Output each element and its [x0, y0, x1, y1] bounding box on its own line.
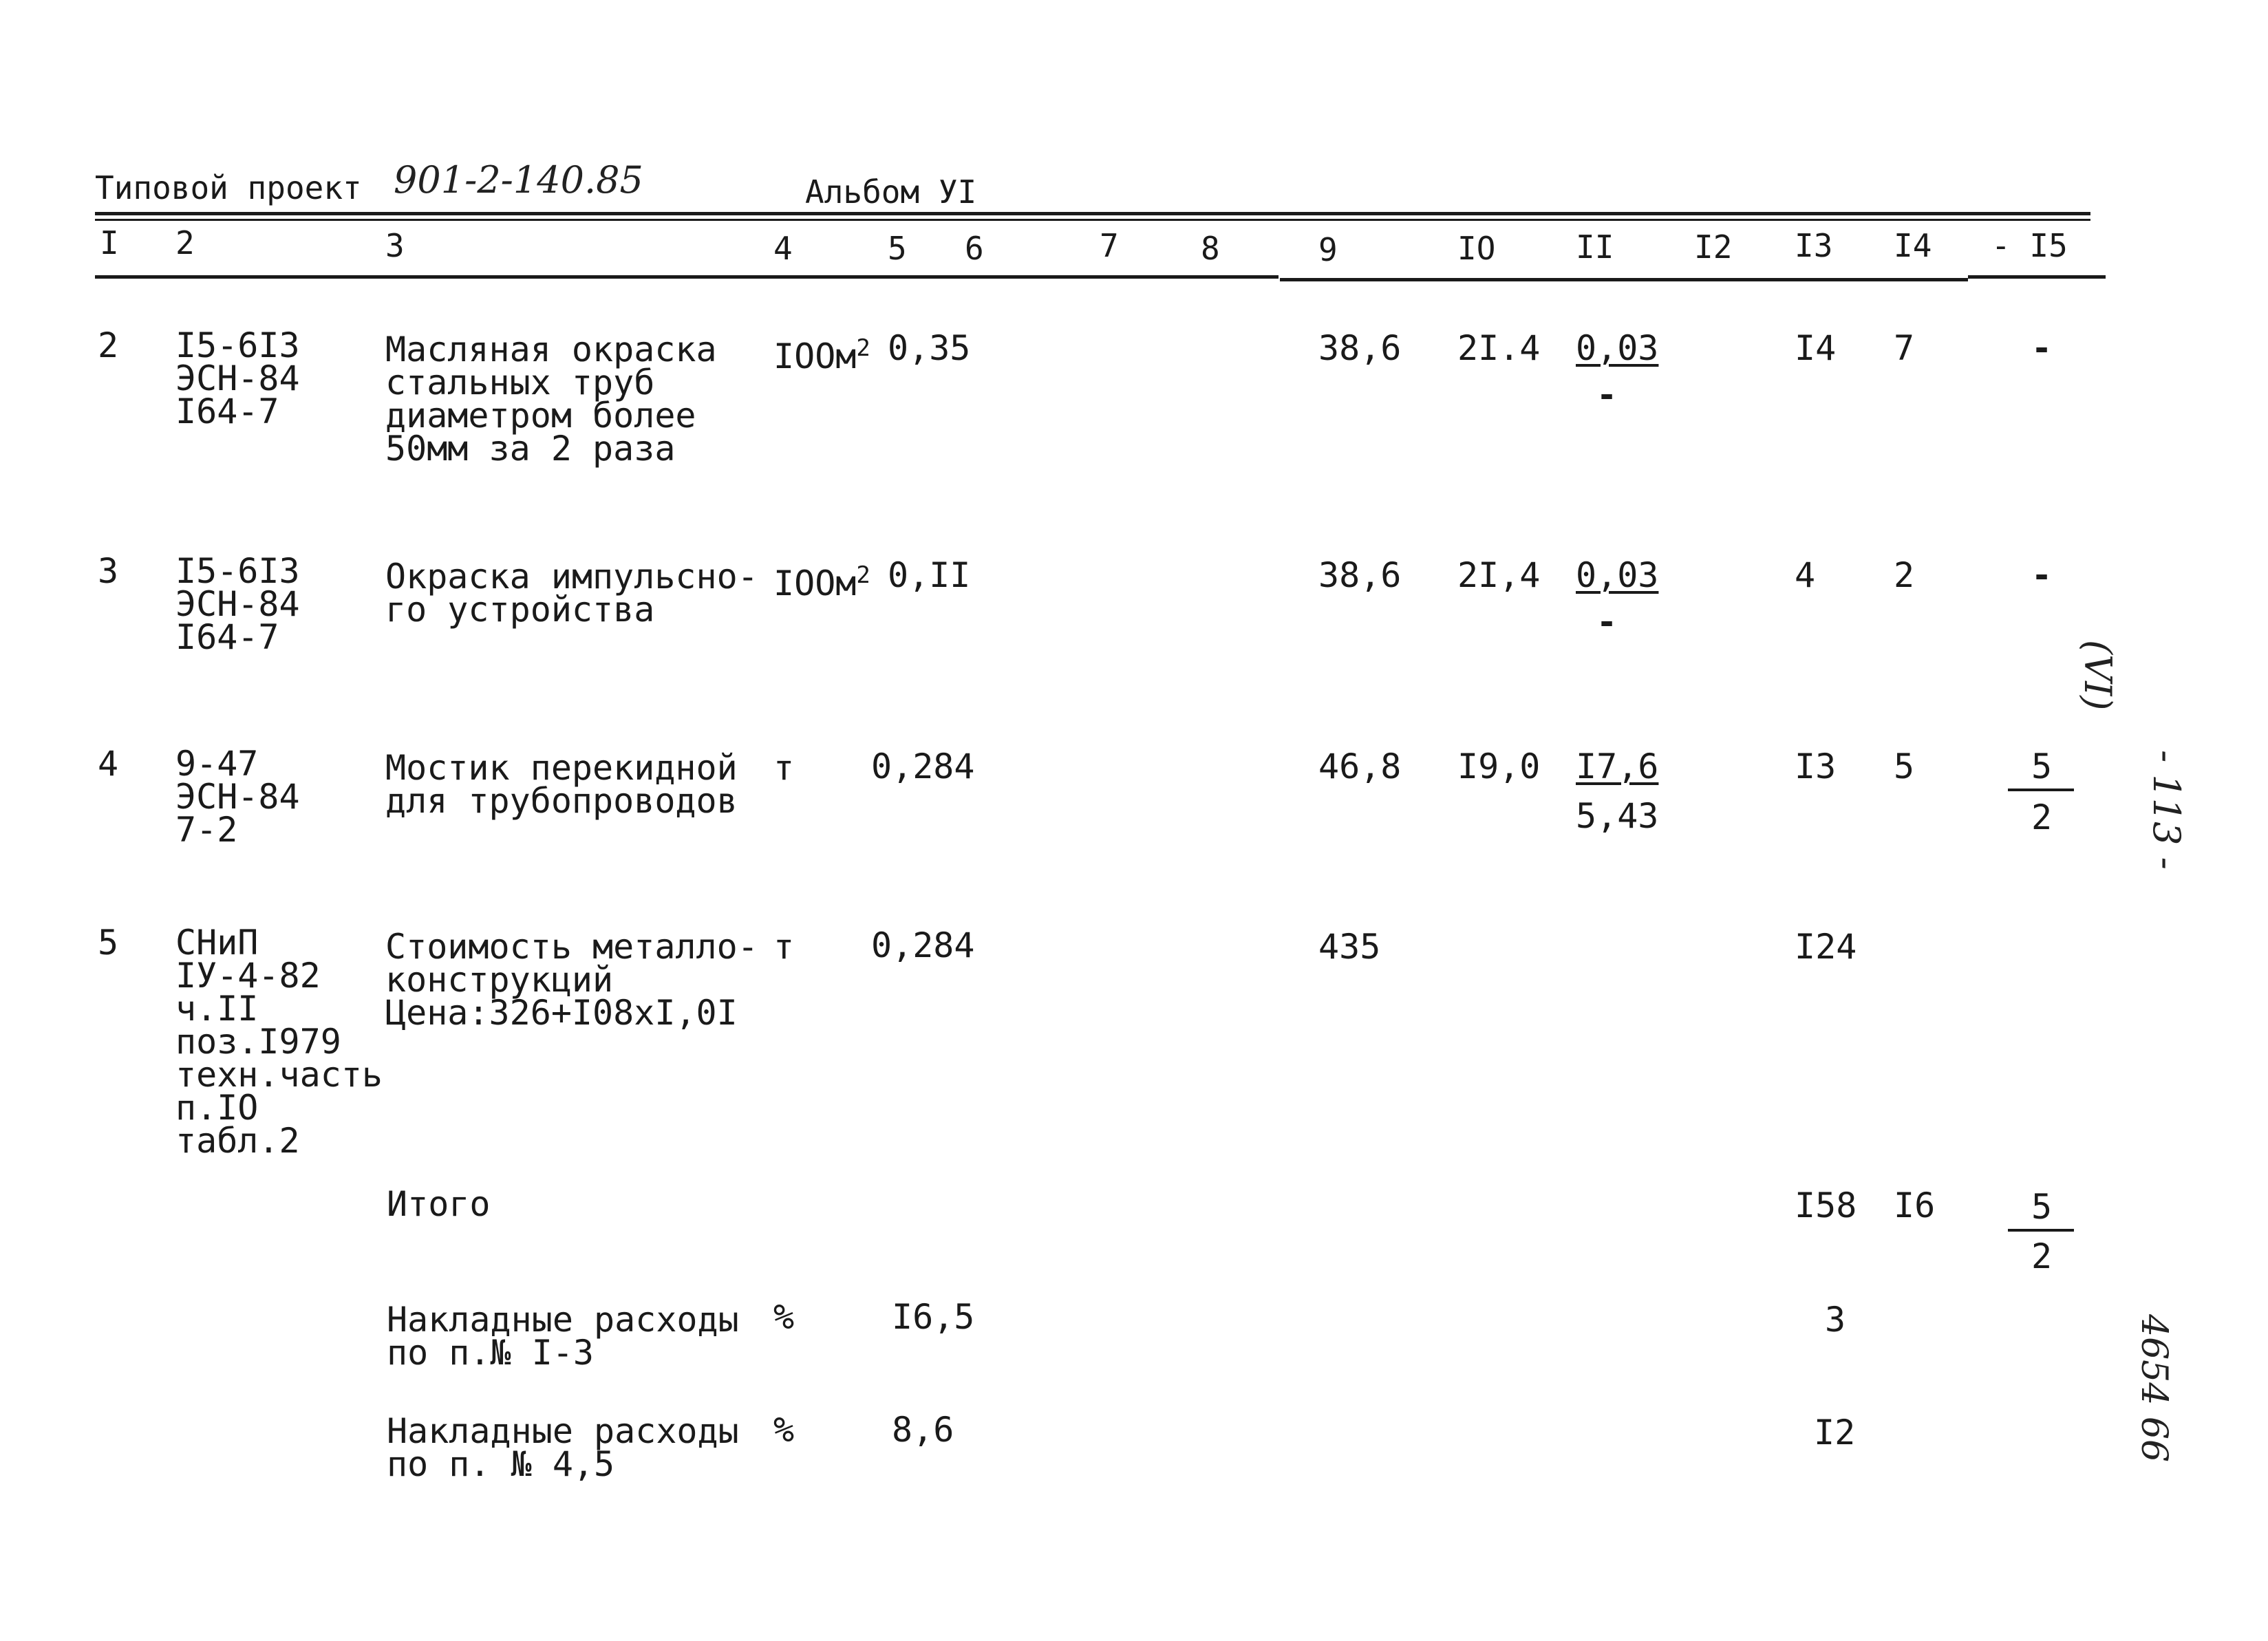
- quantity: 0,II: [888, 555, 971, 595]
- row-number: 3: [98, 551, 119, 591]
- header-rule-bottom-b: [1280, 278, 1968, 281]
- col13-value: 4: [1795, 555, 1816, 595]
- col14-value: 5: [1894, 747, 1915, 786]
- col11-top: I7,6: [1576, 747, 1659, 786]
- unit: IOOм$^2$: [773, 334, 870, 376]
- overhead-unit: %: [773, 1297, 795, 1337]
- col14-value: 2: [1894, 555, 1915, 595]
- overhead-description: Накладные расходы по п. № 4,5: [387, 1411, 739, 1484]
- overhead-value: 8,6: [892, 1410, 954, 1450]
- col10-value: 2I,4: [1457, 555, 1541, 595]
- overhead-value: I6,5: [892, 1297, 975, 1337]
- col-header-3: 3: [385, 227, 405, 264]
- col-header-12: I2: [1694, 228, 1733, 266]
- overhead-col13: 3: [1825, 1300, 1846, 1340]
- total-col14: I6: [1894, 1186, 1936, 1225]
- unit: т: [773, 748, 795, 788]
- row-number: 2: [98, 325, 119, 365]
- norm-code: СНиП IУ-4-82 ч.II поз.I979 техн.часть п.IO табл.2: [175, 923, 383, 1161]
- col-header-7: 7: [1100, 227, 1119, 264]
- col-header-4: 4: [773, 230, 793, 267]
- work-description: Окраска импульсно- го устройства: [385, 557, 758, 630]
- col-header-6: 6: [965, 230, 984, 267]
- overhead-col13: I2: [1814, 1413, 1856, 1452]
- col-header-15: - I5: [1991, 227, 2068, 264]
- col-header-9: 9: [1318, 231, 1338, 268]
- col10-value: 2I.4: [1457, 328, 1541, 368]
- work-description: Стоимость металло- конструкций Цена:326+I08xI,0I: [385, 927, 758, 1033]
- col-header-2: 2: [175, 224, 195, 261]
- col13-value: I3: [1795, 747, 1837, 786]
- col15-top: 5: [2031, 747, 2053, 786]
- col15-bottom: 2: [2031, 797, 2053, 837]
- quantity: 0,284: [871, 925, 975, 965]
- col-header-5: 5: [888, 230, 907, 267]
- col11-bottom: -: [1596, 602, 1618, 642]
- col-header-10: IO: [1457, 230, 1496, 267]
- col14-value: 7: [1894, 328, 1915, 368]
- album-label: Альбом УI: [805, 173, 977, 211]
- header-rule-bottom: [95, 275, 1279, 279]
- header-rule-top: [95, 212, 2090, 215]
- total-col15-bottom: 2: [2031, 1236, 2053, 1276]
- col13-value: I4: [1795, 328, 1837, 368]
- total-col15-fraction-line: [2008, 1229, 2074, 1232]
- col10-value: I9,0: [1457, 747, 1541, 786]
- row-number: 5: [98, 923, 119, 963]
- work-description: Масляная окраска стальных труб диаметром более 50мм за 2 раза: [385, 330, 717, 469]
- col9-value: 435: [1318, 927, 1381, 967]
- overhead-description: Накладные расходы по п.№ I-3: [387, 1300, 739, 1373]
- unit: IOOм$^2$: [773, 561, 870, 603]
- col15-fraction-line: [2008, 789, 2074, 791]
- norm-code: I5-6I3 ЭСН-84 I64-7: [175, 551, 300, 657]
- total-label: Итого: [387, 1184, 491, 1224]
- col11-bottom: 5,43: [1576, 796, 1659, 836]
- header-rule-bottom-c: [1968, 275, 2106, 279]
- col-header-8: 8: [1201, 230, 1220, 267]
- norm-code: 9-47 ЭСН-84 7-2: [175, 744, 300, 850]
- col13-value: I24: [1795, 927, 1857, 967]
- col-header-11: II: [1576, 228, 1614, 266]
- quantity: 0,284: [871, 747, 975, 786]
- work-description: Мостик перекидной для трубопроводов: [385, 748, 738, 821]
- col11-top: 0,03: [1576, 555, 1659, 595]
- col15-value: -: [2031, 328, 2053, 368]
- col11-top: 0,03: [1576, 328, 1659, 368]
- quantity: 0,35: [888, 328, 971, 368]
- header-rule-top2: [95, 219, 2090, 221]
- row-number: 4: [98, 744, 119, 784]
- project-number: 901-2-140.85: [394, 158, 643, 202]
- overhead-unit: %: [773, 1410, 795, 1450]
- norm-code: I5-6I3 ЭСН-84 I64-7: [175, 325, 300, 431]
- col15-value: -: [2031, 555, 2053, 595]
- page-mark: - 113 -: [2145, 750, 2188, 870]
- col-header-14: I4: [1894, 227, 1932, 264]
- doc-label: Типовой проект: [95, 169, 362, 206]
- total-col13: I58: [1795, 1186, 1857, 1225]
- unit: т: [773, 927, 795, 967]
- archive-stamp: 4654 66: [2133, 1314, 2174, 1463]
- col-header-1: I: [100, 224, 119, 261]
- col11-bottom: -: [1596, 375, 1618, 415]
- col9-value: 38,6: [1318, 555, 1402, 595]
- side-mark: (VI): [2076, 640, 2119, 711]
- col9-value: 46,8: [1318, 747, 1402, 786]
- col-header-13: I3: [1795, 227, 1833, 264]
- col9-value: 38,6: [1318, 328, 1402, 368]
- total-col15-top: 5: [2031, 1187, 2053, 1227]
